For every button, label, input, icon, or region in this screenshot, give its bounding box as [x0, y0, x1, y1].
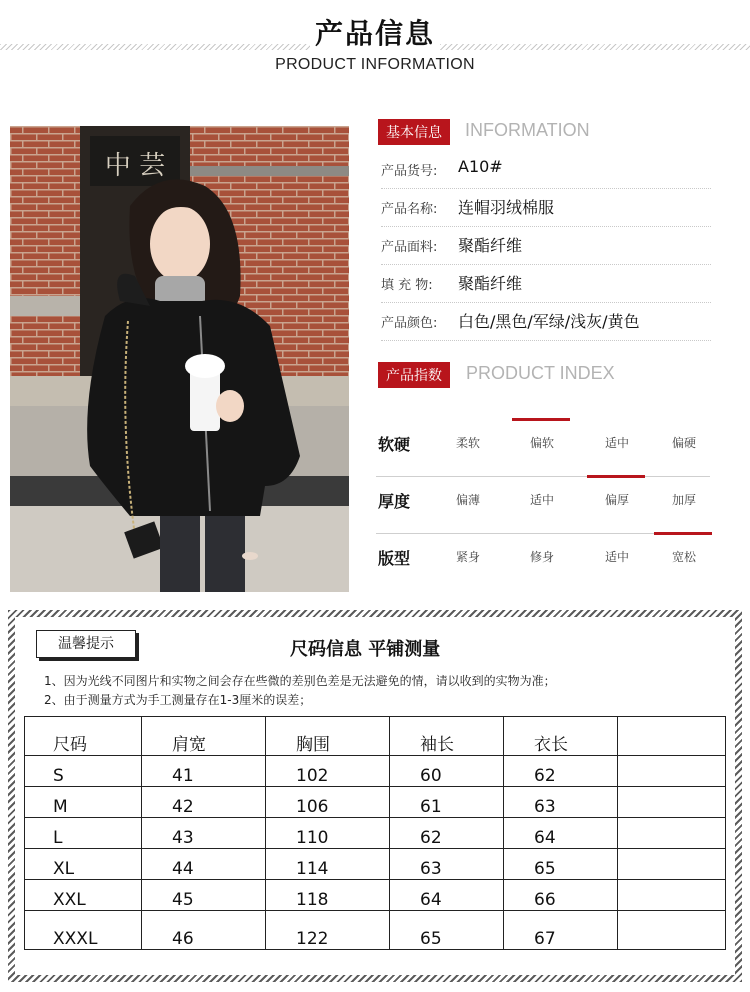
info-value: 白色/黑色/军绿/浅灰/黄色	[458, 312, 640, 331]
index-option: 修身	[529, 550, 554, 564]
table-cell: 122	[266, 911, 390, 950]
index-row-fit	[376, 534, 710, 591]
table-cell: 45	[142, 880, 266, 911]
info-label: 产品名称:	[381, 202, 438, 217]
index-option: 柔软	[455, 436, 480, 450]
table-cell: 41	[142, 756, 266, 787]
title-divider-left	[0, 44, 310, 50]
table-cell: 65	[390, 911, 504, 950]
info-row-fabric	[381, 226, 711, 265]
info-label: 填 充 物:	[381, 278, 433, 293]
index-option: 宽松	[671, 550, 696, 564]
table-cell: 46	[142, 911, 266, 950]
header-cell: 尺码	[25, 717, 142, 756]
info-label: 产品货号:	[381, 164, 438, 179]
table-cell: 118	[266, 880, 390, 911]
index-row-softness	[376, 420, 710, 477]
table-row	[25, 849, 726, 880]
size-info-title: 尺码信息 平铺测量	[290, 639, 441, 660]
table-cell: 64	[504, 818, 618, 849]
table-cell: 102	[266, 756, 390, 787]
table-cell: XXXL	[25, 911, 142, 950]
table-cell: 63	[504, 787, 618, 818]
index-label: 厚度	[378, 492, 411, 511]
index-option: 偏薄	[455, 493, 480, 507]
table-cell: XL	[25, 849, 142, 880]
title-divider-right	[440, 44, 750, 50]
index-option: 偏厚	[604, 493, 629, 507]
index-row-thickness	[376, 477, 710, 534]
page-title: 产品信息	[314, 17, 435, 50]
index-label: 版型	[378, 549, 411, 568]
table-cell: L	[25, 818, 142, 849]
size-note: 2、由于测量方式为手工测量存在1-3厘米的误差；	[44, 693, 312, 707]
header-cell: 胸围	[266, 717, 390, 756]
info-value: 聚酯纤维	[458, 236, 523, 255]
header-cell	[618, 717, 726, 756]
table-cell: XXL	[25, 880, 142, 911]
table-cell: 62	[504, 756, 618, 787]
table-cell: 61	[390, 787, 504, 818]
table-row	[25, 818, 726, 849]
page-subtitle: PRODUCT INFORMATION	[275, 56, 475, 73]
index-option: 适中	[604, 436, 629, 450]
index-option: 加厚	[671, 493, 696, 507]
info-value: 连帽羽绒棉服	[458, 198, 555, 217]
index-option: 紧身	[455, 550, 480, 564]
table-cell: 106	[266, 787, 390, 818]
table-cell: 63	[390, 849, 504, 880]
index-selected-marker	[512, 418, 570, 421]
info-value: 聚酯纤维	[458, 274, 523, 293]
table-cell	[618, 911, 726, 950]
table-cell: M	[25, 787, 142, 818]
info-row-colors	[381, 302, 711, 341]
table-cell: S	[25, 756, 142, 787]
table-cell: 65	[504, 849, 618, 880]
size-table	[24, 716, 726, 950]
table-row	[25, 756, 726, 787]
tip-label: 温馨提示	[36, 630, 136, 658]
header-cell: 袖长	[390, 717, 504, 756]
size-table-header	[25, 717, 726, 756]
shop-sign-text: 中 芸	[104, 151, 166, 181]
index-option: 偏软	[529, 436, 554, 450]
table-cell: 66	[504, 880, 618, 911]
table-cell	[618, 756, 726, 787]
info-value: A10#	[458, 157, 503, 176]
size-note: 1、因为光线不同图片和实物之间会存在些微的差别色差是无法避免的情，请以收到的实物为准；	[44, 674, 556, 688]
index-selected-marker	[654, 532, 712, 535]
header-cell: 肩宽	[142, 717, 266, 756]
table-row	[25, 911, 726, 950]
table-cell: 42	[142, 787, 266, 818]
table-row	[25, 880, 726, 911]
table-cell: 110	[266, 818, 390, 849]
basic-info-tag-en: INFORMATION	[465, 120, 590, 140]
table-cell	[618, 818, 726, 849]
table-row	[25, 787, 726, 818]
product-index-tag: 产品指数	[378, 362, 450, 388]
header-cell: 衣长	[504, 717, 618, 756]
index-option: 适中	[604, 550, 629, 564]
product-photo	[10, 126, 349, 592]
info-label: 产品颜色:	[381, 316, 438, 331]
basic-info-tag: 基本信息	[378, 119, 450, 145]
index-option: 适中	[529, 493, 554, 507]
table-cell	[618, 787, 726, 818]
table-cell: 64	[390, 880, 504, 911]
table-cell: 44	[142, 849, 266, 880]
table-cell: 43	[142, 818, 266, 849]
product-index-tag-en: PRODUCT INDEX	[466, 363, 615, 383]
table-cell: 60	[390, 756, 504, 787]
table-cell: 62	[390, 818, 504, 849]
table-cell	[618, 880, 726, 911]
index-selected-marker	[587, 475, 645, 478]
info-row-sku	[381, 150, 711, 189]
index-label: 软硬	[378, 435, 411, 454]
table-cell	[618, 849, 726, 880]
index-option: 偏硬	[671, 436, 696, 450]
info-label: 产品面料:	[381, 240, 438, 255]
info-row-name	[381, 188, 711, 227]
table-cell: 114	[266, 849, 390, 880]
table-cell: 67	[504, 911, 618, 950]
info-row-filling	[381, 264, 711, 303]
